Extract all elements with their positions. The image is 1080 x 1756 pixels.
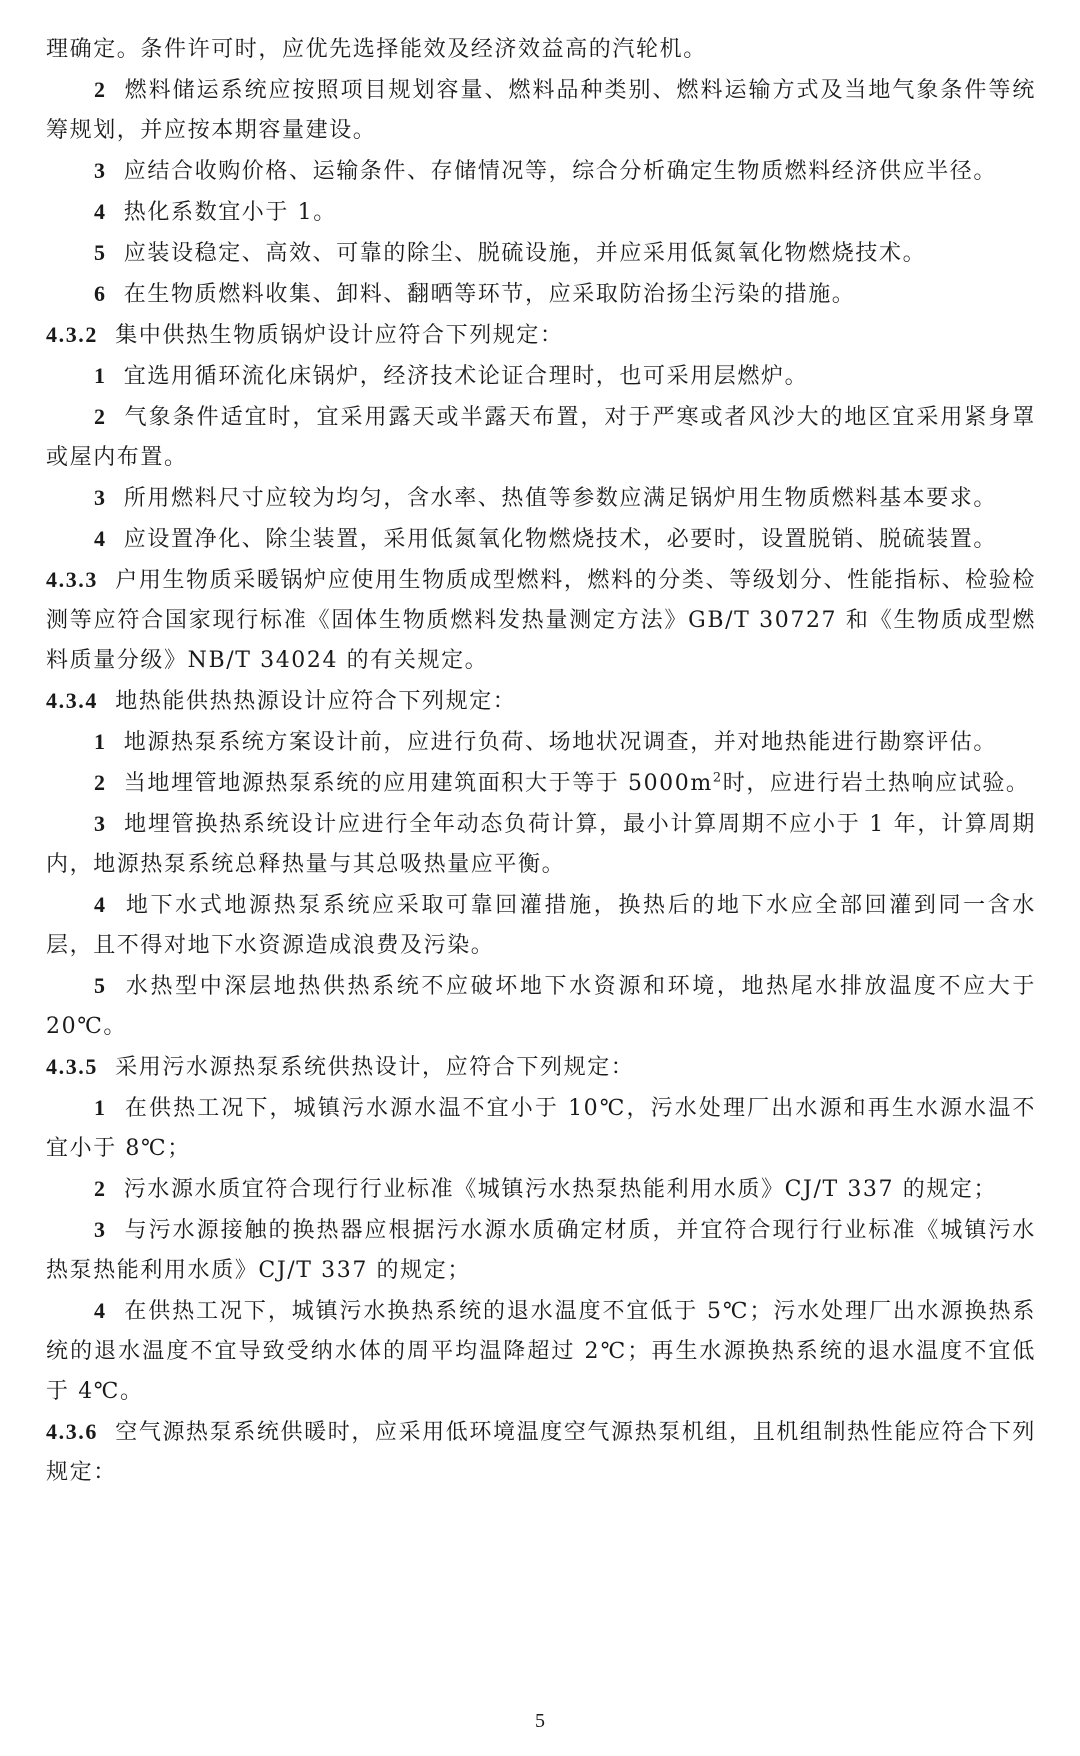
item-number: 3: [94, 1217, 107, 1242]
item-number: 5: [94, 240, 107, 265]
item-number: 1: [94, 729, 107, 754]
page-number: 5: [535, 1710, 545, 1732]
paragraph-text: 热化系数宜小于 1。: [123, 200, 337, 225]
clause-paragraph: [46, 1047, 1036, 1088]
paragraph-text: 在生物质燃料收集、卸料、翻晒等环节，应采取防治扬尘污染的措施。: [123, 282, 856, 307]
clause-paragraph: [46, 681, 1036, 722]
paragraph-text: 集中供热生物质锅炉设计应符合下列规定：: [115, 323, 564, 348]
clause-number: 4.3.5: [46, 1054, 98, 1079]
paragraph-text: 应设置净化、除尘装置，采用低氮氧化物燃烧技术，必要时，设置脱销、脱硫装置。: [123, 527, 997, 552]
list-item: [46, 885, 1036, 966]
list-item: [46, 274, 1036, 315]
list-item: [46, 519, 1036, 560]
list-item: [46, 233, 1036, 274]
paragraph-text: 燃料储运系统应按照项目规划容量、燃料品种类别、燃料运输方式及当地气象条件等统筹规划，并应按本期容量建设。: [46, 78, 1036, 143]
paragraph-text: 水热型中深层地热供热系统不应破坏地下水资源和环境，地热尾水排放温度不应大于 20℃。: [46, 974, 1036, 1039]
paragraph-text: 地下水式地源热泵系统应采取可靠回灌措施，换热后的地下水应全部回灌到同一含水层，且不得对地下水资源造成浪费及污染。: [46, 893, 1036, 958]
list-item: [46, 763, 1036, 804]
item-number: 3: [94, 485, 107, 510]
item-number: 2: [94, 770, 107, 795]
list-item: [46, 397, 1036, 478]
paragraph-text: 当地埋管地源热泵系统的应用建筑面积大于等于 5000m: [123, 771, 713, 796]
list-item: [46, 804, 1036, 885]
superscript: 2: [712, 770, 723, 786]
item-number: 2: [94, 1176, 107, 1201]
item-number: 2: [94, 404, 107, 429]
item-number: 1: [94, 363, 107, 388]
document-page: [46, 30, 1036, 1670]
paragraph-text: 与污水源接触的换热器应根据污水源水质确定材质，并宜符合现行行业标准《城镇污水热泵热能利用水质》CJ/T 337 的规定；: [46, 1218, 1036, 1283]
clause-paragraph: [46, 315, 1036, 356]
item-number: 2: [94, 77, 107, 102]
clause-number: 4.3.4: [46, 688, 98, 713]
list-item: [46, 151, 1036, 192]
paragraph-text: 应装设稳定、高效、可靠的除尘、脱硫设施，并应采用低氮氧化物燃烧技术。: [123, 241, 927, 266]
paragraph-text: 地埋管换热系统设计应进行全年动态负荷计算，最小计算周期不应小于 1 年，计算周期内，地源热泵系统总释热量与其总吸热量应平衡。: [46, 812, 1036, 877]
paragraph-text: 空气源热泵系统供暖时，应采用低环境温度空气源热泵机组，且机组制热性能应符合下列规定：: [46, 1420, 1036, 1485]
paragraph-text: 污水源水质宜符合现行行业标准《城镇污水热泵热能利用水质》CJ/T 337 的规定；: [123, 1177, 998, 1202]
list-item: [46, 966, 1036, 1047]
list-item: [46, 70, 1036, 151]
paragraph-text-tail: 时，应进行岩土热响应试验。: [722, 771, 1030, 796]
item-number: 4: [94, 1298, 107, 1323]
list-item: [46, 192, 1036, 233]
paragraph-text: 地热能供热热源设计应符合下列规定：: [115, 689, 517, 714]
item-number: 4: [94, 526, 107, 551]
clause-paragraph: [46, 1412, 1036, 1493]
continuation-paragraph: [46, 30, 1036, 70]
paragraph-text: 地源热泵系统方案设计前，应进行负荷、场地状况调查，并对地热能进行勘察评估。: [123, 730, 997, 755]
list-item: [46, 1169, 1036, 1210]
paragraph-text: 应结合收购价格、运输条件、存储情况等，综合分析确定生物质燃料经济供应半径。: [123, 159, 997, 184]
item-number: 6: [94, 281, 107, 306]
item-number: 4: [94, 199, 107, 224]
item-number: 4: [94, 892, 107, 917]
item-number: 5: [94, 973, 107, 998]
paragraph-text: 宜选用循环流化床锅炉，经济技术论证合理时，也可采用层燃炉。: [123, 364, 809, 389]
list-item: [46, 1291, 1036, 1412]
paragraph-text: 户用生物质采暖锅炉应使用生物质成型燃料，燃料的分类、等级划分、性能指标、检验检测等应符合国家现行标准《固体生物质燃料发热量测定方法》GB/T 30727 和《生物质成型燃料质量分级》NB/T 34024 的有关规定。: [46, 568, 1036, 673]
list-item: [46, 478, 1036, 519]
clause-number: 4.3.6: [46, 1419, 98, 1444]
list-item: [46, 1088, 1036, 1169]
paragraph-text: 理确定。条件许可时，应优先选择能效及经济效益高的汽轮机。: [46, 37, 707, 62]
clause-paragraph: [46, 560, 1036, 681]
paragraph-text: 采用污水源热泵系统供热设计，应符合下列规定：: [115, 1055, 635, 1080]
clause-number: 4.3.3: [46, 567, 98, 592]
list-item: [46, 722, 1036, 763]
clause-number: 4.3.2: [46, 322, 98, 347]
list-item: [46, 1210, 1036, 1291]
item-number: 3: [94, 158, 107, 183]
item-number: 1: [94, 1095, 107, 1120]
list-item: [46, 356, 1036, 397]
item-number: 3: [94, 811, 107, 836]
paragraph-text: 在供热工况下，城镇污水源水温不宜小于 10℃，污水处理厂出水源和再生水源水温不宜小于 8℃；: [46, 1096, 1036, 1161]
paragraph-text: 气象条件适宜时，宜采用露天或半露天布置，对于严寒或者风沙大的地区宜采用紧身罩或屋内布置。: [46, 405, 1036, 470]
paragraph-text: 在供热工况下，城镇污水换热系统的退水温度不宜低于 5℃；污水处理厂出水源换热系统的退水温度不宜导致受纳水体的周平均温降超过 2℃；再生水源换热系统的退水温度不宜低于 4℃。: [46, 1299, 1036, 1404]
paragraph-text: 所用燃料尺寸应较为均匀，含水率、热值等参数应满足锅炉用生物质燃料基本要求。: [123, 486, 997, 511]
